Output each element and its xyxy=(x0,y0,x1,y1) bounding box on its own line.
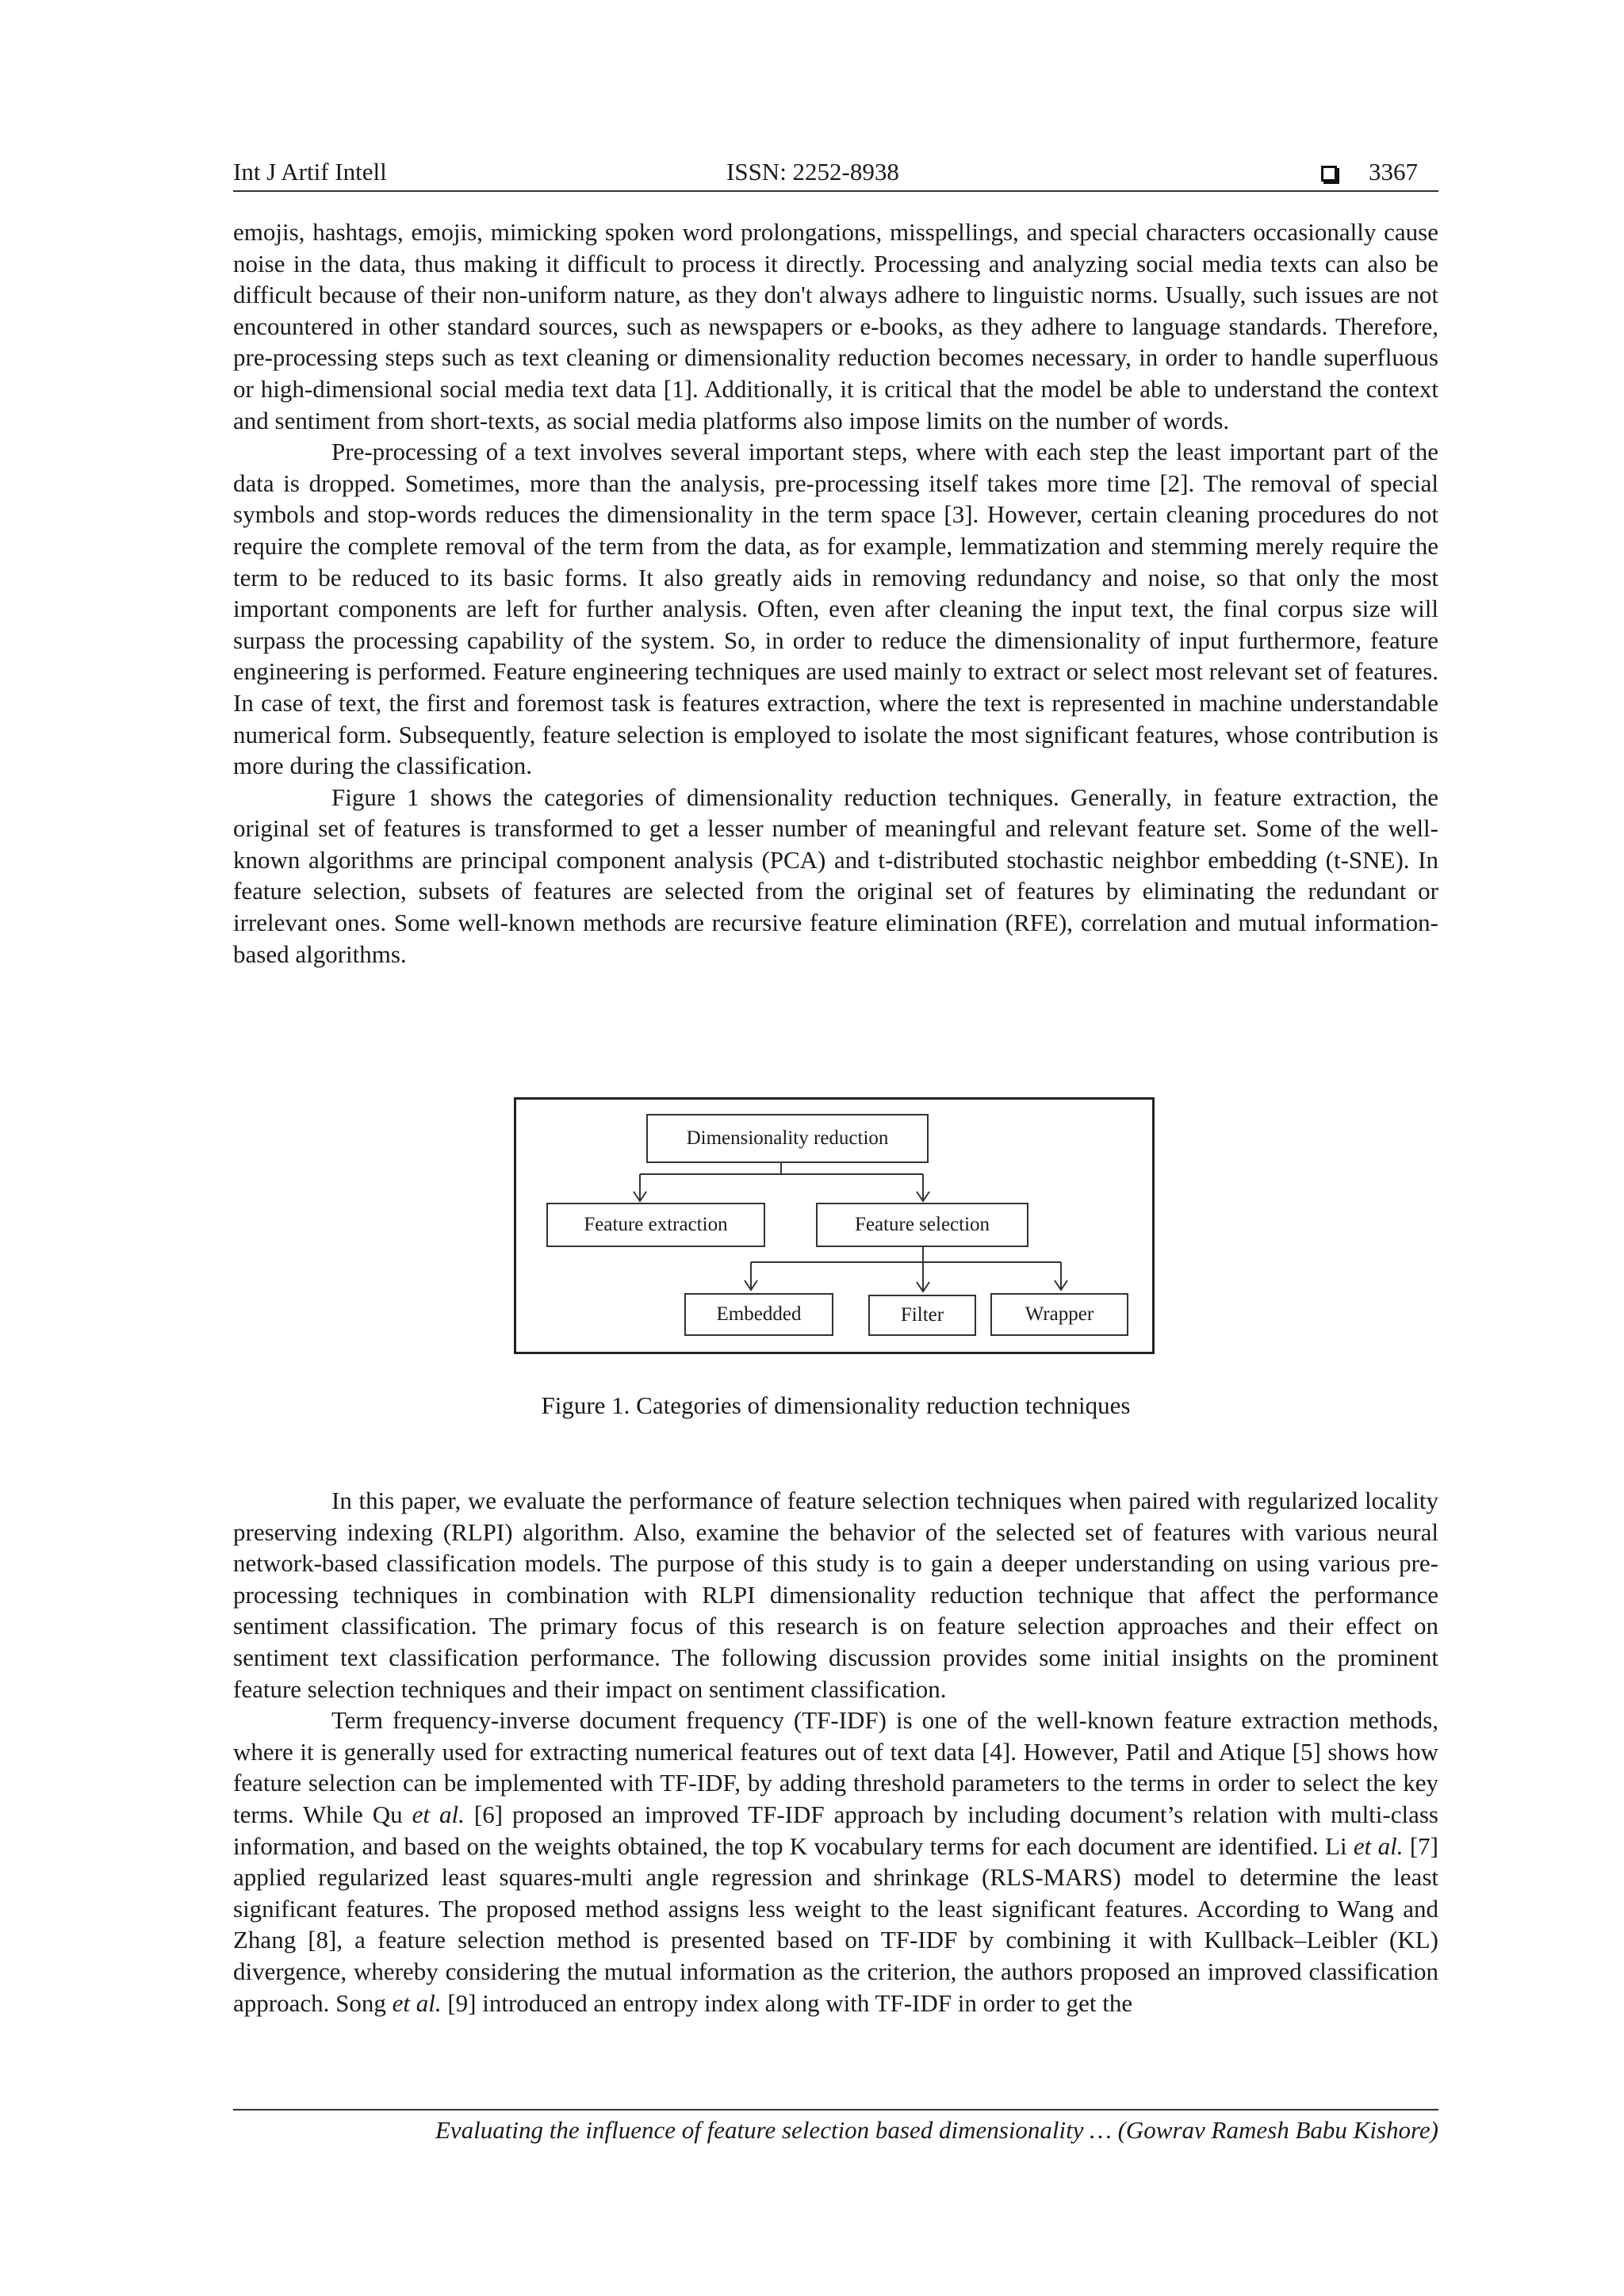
square-icon xyxy=(1321,166,1337,182)
page-number: 3367 xyxy=(1369,158,1418,186)
issn: ISSN: 2252-8938 xyxy=(726,158,899,186)
page-footer: Evaluating the influence of feature selection based dimensionality … (Gowrav Ramesh Babu Kishore) xyxy=(435,2116,1438,2144)
node-dimensionality-reduction: Dimensionality reduction xyxy=(646,1114,929,1163)
paragraph-5-part-3: [7] applied regularized least squares-multi angle regression and shrinkage (RLS-MARS) model to determine the least significant features. The proposed method assigns less weight to the least significant features. According to Wang and Zhang [8], a feature selection method is presented based on TF-IDF by combining it with Kullback–Leibler (KL) divergence, whereby considering the mutual information as the criterion, the authors proposed an improved classification approach. Song xyxy=(233,1831,1438,2017)
header-rule xyxy=(233,190,1438,192)
node-feature-extraction: Feature extraction xyxy=(546,1203,765,1247)
figure-1-diagram xyxy=(514,1097,1155,1354)
paragraph-2: Pre-processing of a text involves several important steps, where with each step the least important part of the data is dropped. Sometimes, more than the analysis, pre-processing itself takes more time [2]. The removal of special symbols and stop-words reduces the dimensionality in the term space [3]. However, certain cleaning procedures do not require the complete removal of the term from the data, as for example, lemmatization and stemming merely require the term to be reduced to its basic forms. It also greatly aids in removing redundancy and noise, so that only the most important components are left for further analysis. Often, even after cleaning the input text, the final corpus size will surpass the processing capability of the system. So, in order to reduce the dimensionality of input furthermore, feature engineering is performed. Feature engineering techniques are used mainly to extract or select most relevant set of features. In case of text, the first and foremost task is features extraction, where the text is represented in machine understandable numerical form. Subsequently, feature selection is employed to isolate the most significant features, whose contribution is more during the classification. xyxy=(233,438,1438,780)
paragraph-4: In this paper, we evaluate the performance of feature selection techniques when paired with regularized locality preserving indexing (RLPI) algorithm. Also, examine the behavior of the selected set of features with various neural network-based classification models. The purpose of this study is to gain a deeper understanding on using various pre-processing techniques in combination with RLPI dimensionality reduction technique that affect the performance sentiment classification. The primary focus of this research is on feature selection approaches and their effect on sentiment text classification performance. The following discussion provides some initial insights on the prominent feature selection techniques and their impact on sentiment classification. xyxy=(233,1487,1438,1703)
body-text-top xyxy=(233,216,1438,970)
node-embedded: Embedded xyxy=(684,1293,833,1336)
node-wrapper: Wrapper xyxy=(990,1293,1128,1336)
journal-name: Int J Artif Intell xyxy=(233,158,387,186)
footer-rule xyxy=(233,2109,1438,2110)
paragraph-5-part-4: [9] introduced an entropy index along with TF-IDF in order to get the xyxy=(441,1988,1133,2017)
page-number-group xyxy=(1321,155,1418,189)
body-text-bottom xyxy=(233,1485,1438,2019)
et-al-song: et al. xyxy=(392,1988,442,2017)
figure-caption: Figure 1. Categories of dimensionality reduction techniques xyxy=(541,1391,1131,1419)
page-header xyxy=(233,155,1438,189)
et-al-li: et al. xyxy=(1353,1831,1404,1860)
paragraph-1: emojis, hashtags, emojis, mimicking spoken word prolongations, misspellings, and special characters occasionally cause noise in the data, thus making it difficult to process it directly. Processing and analyzing social media texts can also be difficult because of their non-uniform nature, as they don't always adhere to linguistic norms. Usually, such issues are not encountered in other standard sources, such as newspapers or e-books, as they adhere to language standards. Therefore, pre-processing steps such as text cleaning or dimensionality reduction becomes necessary, in order to handle superfluous or high-dimensional social media text data [1]. Additionally, it is critical that the model be able to understand the context and sentiment from short-texts, as social media platforms also impose limits on the number of words. xyxy=(233,218,1438,434)
node-filter: Filter xyxy=(868,1295,976,1336)
paragraph-3: Figure 1 shows the categories of dimensionality reduction techniques. Generally, in feature extraction, the original set of features is transformed to get a lesser number of meaningful and relevant feature set. Some of the well-known algorithms are principal component analysis (PCA) and t-distributed stochastic neighbor embedding (t-SNE). In feature selection, subsets of features are selected from the original set of features by eliminating the redundant or irrelevant ones. Some well-known methods are recursive feature elimination (RFE), correlation and mutual information-based algorithms. xyxy=(233,783,1438,968)
paragraph-5-part-1: Term frequency-inverse document frequency (TF-IDF) is one of the well-known feature extraction methods, where it is generally used for extracting numerical features out of text data [4]. However, Patil and Atique [5] shows how feature selection can be implemented with TF-IDF, by adding threshold parameters to the terms in order to select the key terms. While Qu xyxy=(233,1706,1438,1828)
paragraph-5-part-2: [6] proposed an improved TF-IDF approach by including document’s relation with multi-class information, and based on the weights obtained, the top K vocabulary terms for each document are identified. Li xyxy=(233,1800,1438,1860)
node-feature-selection: Feature selection xyxy=(816,1203,1028,1247)
et-al-qu: et al. xyxy=(412,1800,465,1828)
paragraph-5 xyxy=(233,1705,1438,2019)
